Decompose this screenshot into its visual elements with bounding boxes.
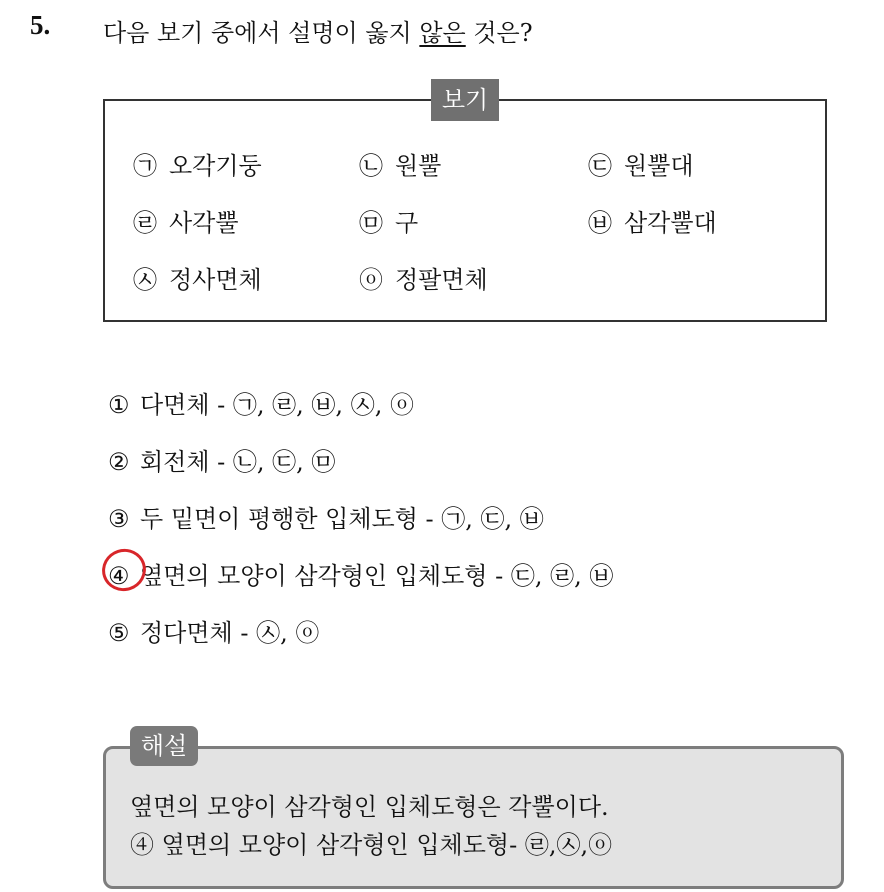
- bogi-item-text: 정사면체: [169, 266, 262, 294]
- bogi-item: [359, 260, 488, 295]
- bogi-item-marker: ㉦: [133, 266, 157, 294]
- choice-5: [108, 613, 319, 648]
- question-number: 5.: [30, 10, 51, 40]
- choice-text: 정다면체 - ㉦, ⓞ: [140, 619, 320, 647]
- choice-text: 회전체 - ㉡, ㉢, ㉤: [140, 448, 336, 476]
- choice-number: ⑤: [108, 619, 130, 647]
- choice-text: 옆면의 모양이 삼각형인 입체도형 - ㉢, ㉣, ㉥: [140, 562, 614, 590]
- choice-4: [108, 556, 613, 591]
- choice-1: [108, 385, 414, 420]
- choice-number: ③: [108, 505, 130, 533]
- bogi-item: [359, 203, 418, 238]
- bogi-item: [359, 146, 441, 181]
- bogi-item-text: 원뿔: [395, 152, 442, 180]
- explanation-line-1: 옆면의 모양이 삼각형인 입체도형은 각뿔이다.: [130, 793, 609, 821]
- choice-number: ①: [108, 391, 130, 419]
- bogi-item-marker: ㉤: [359, 209, 383, 237]
- question-text: [103, 13, 533, 48]
- question-underlined-word: 않은: [419, 19, 466, 47]
- choice-3: [108, 499, 544, 534]
- choice-number: ②: [108, 448, 130, 476]
- bogi-item-marker: ㉡: [359, 152, 383, 180]
- bogi-item: [133, 203, 239, 238]
- bogi-item: [133, 260, 262, 295]
- bogi-item-text: 사각뿔: [169, 209, 239, 237]
- bogi-item-marker: ㉠: [133, 152, 157, 180]
- bogi-item-text: 원뿔대: [624, 152, 694, 180]
- bogi-item-marker: ㉢: [588, 152, 612, 180]
- bogi-item: [588, 146, 694, 181]
- choice-number: ④: [108, 562, 130, 590]
- bogi-item-text: 구: [395, 209, 419, 237]
- bogi-item: [133, 146, 262, 181]
- choice-2: [108, 442, 335, 477]
- bogi-item-marker: ⓞ: [359, 266, 383, 294]
- explanation-label: 해설: [130, 726, 198, 766]
- explanation-line-2: ④ 옆면의 모양이 삼각형인 입체도형- ㉣,㉦,ⓞ: [130, 831, 613, 859]
- choice-text: 두 밑면이 평행한 입체도형 - ㉠, ㉢, ㉥: [140, 505, 544, 533]
- bogi-label: 보기: [431, 79, 499, 121]
- bogi-item-text: 삼각뿔대: [624, 209, 717, 237]
- bogi-item-marker: ㉥: [588, 209, 612, 237]
- bogi-item: [588, 203, 717, 238]
- choice-text: 다면체 - ㉠, ㉣, ㉥, ㉦, ⓞ: [140, 391, 414, 419]
- bogi-item-marker: ㉣: [133, 209, 157, 237]
- question-text-before: 다음 보기 중에서 설명이 옳지: [103, 19, 420, 47]
- bogi-item-text: 오각기둥: [169, 152, 262, 180]
- question-text-after: 것은?: [465, 19, 533, 47]
- bogi-item-text: 정팔면체: [395, 266, 488, 294]
